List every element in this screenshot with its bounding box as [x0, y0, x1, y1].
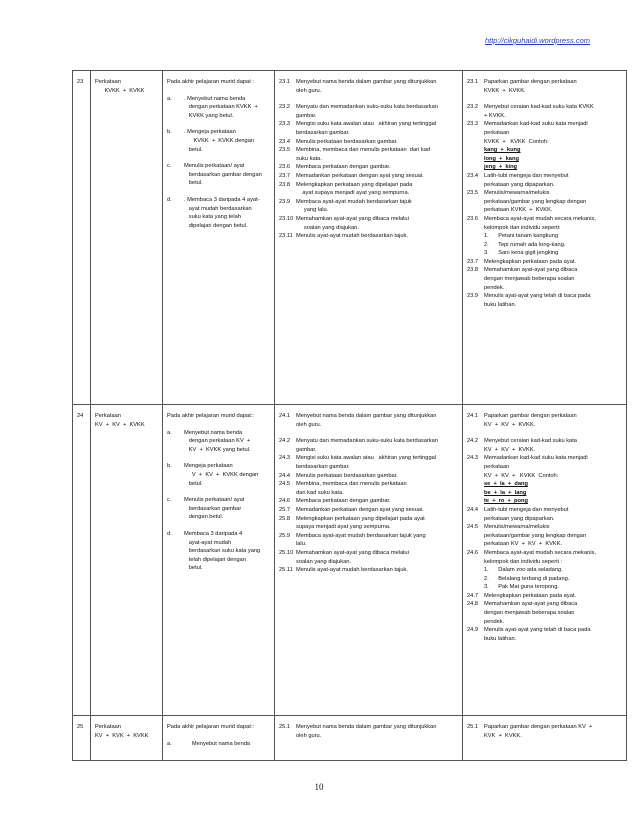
- objectives-intro: Pada akhir pelajaran murid dapat::: [167, 724, 254, 730]
- table-row: [73, 716, 627, 761]
- objective-item-number: d.: [167, 196, 172, 203]
- spacer: [167, 573, 270, 581]
- objective-item: [167, 496, 270, 522]
- standard-item-number: 23.1: [279, 79, 291, 85]
- objective-item: [167, 530, 270, 573]
- spacer: [167, 454, 270, 462]
- standard-item: [279, 172, 458, 181]
- standard-item-number: 25.10: [279, 549, 294, 556]
- lesson-topic-text: Perkataan KV + KV + KVKK: [95, 413, 145, 428]
- learning-standards-cell: [275, 71, 463, 405]
- objective-item-text: Menyebut nama benda: [184, 740, 251, 747]
- activity-item-number: 24.2: [467, 438, 479, 445]
- activity-item-text: Menulis ayat-ayat yang telah di baca pada buku latihan.: [484, 627, 591, 642]
- standard-item-number: 24.1: [279, 413, 291, 419]
- spacer: [167, 421, 270, 429]
- syllabus-table: [72, 70, 627, 761]
- activity-item-text: Membaca ayat-ayat mudah secara mekanis, kelompok dan individu seperti :: [484, 549, 596, 565]
- objective-item-number: c.: [167, 497, 172, 504]
- blog-url[interactable]: http://cikguhaidi.wordpress.com: [484, 36, 590, 45]
- spacer: [167, 154, 270, 162]
- activity-item: [467, 215, 622, 232]
- standard-item-text: Menulis perkataan berdasarkan gambar.: [296, 472, 398, 479]
- standard-item: [279, 138, 458, 147]
- activity-item-text: Memadankan kad-kad suku kata menjadi perkataan KV + KV + KVKK Contoh:: [484, 455, 588, 479]
- activity-item-text: Paparkan gambar dengan perkataan KV + KV + KVKK.: [484, 413, 577, 428]
- activity-item-number: [467, 489, 484, 498]
- standard-item-number: 24.6: [279, 498, 291, 505]
- activity-item: [467, 454, 622, 480]
- activity-item: [467, 146, 622, 155]
- spacer: [279, 95, 458, 103]
- activity-item-text: 1. Dalam zoo ada seladang.: [484, 567, 563, 574]
- objective-item-number: a.: [167, 740, 172, 747]
- objective-item-number: a.: [167, 95, 172, 102]
- activity-item-text: Melengkapkan perkataan pada ayat.: [484, 258, 577, 265]
- objective-item: [167, 162, 270, 188]
- activity-item-text: Menyebut ceraian kad-kad suku kata KV + KV + KVKK.: [484, 438, 577, 453]
- activity-item-text: jeng + king: [484, 164, 518, 171]
- objective-item: [167, 196, 270, 230]
- activity-item-text: se + la + dang: [484, 481, 528, 488]
- activity-item-number: 23.8: [467, 267, 479, 274]
- lesson-topic: [91, 71, 163, 405]
- standard-item-text: Membina, membaca dan menulis perkataan dari kad suku kata.: [296, 147, 431, 162]
- standard-item: [279, 566, 458, 575]
- activity-item: [467, 549, 622, 566]
- activity-item: [467, 172, 622, 189]
- spacer: [167, 732, 270, 740]
- standard-item-number: 25.11: [279, 567, 293, 574]
- lesson-topic: [91, 405, 163, 716]
- activity-item: [467, 600, 622, 626]
- activity-item: [467, 506, 622, 523]
- spacer: [467, 95, 622, 103]
- standard-item-text: Memadankan perkataan dengan ayat yang sesuai.: [296, 506, 424, 513]
- standard-item: [279, 515, 458, 532]
- activity-item-text: Menyebut ceraian kad-kad suku kata KVKK + KVKK.: [484, 104, 594, 119]
- standard-item-text: Mengisi suku kata awalan atau akhiran yang tertinggal berdasarkan gambar.: [296, 121, 437, 136]
- standard-item-text: Menyebut nama benda dalam gambar yang ditunjukkan oleh guru.: [296, 724, 437, 739]
- activity-item-number: 24.8: [467, 601, 479, 608]
- lesson-topic-text: Perkataan KVKK + KVKK: [95, 79, 145, 94]
- activity-item-number: 24.7: [467, 592, 479, 599]
- activity-item: [467, 241, 622, 250]
- lesson-number: 25: [73, 716, 91, 761]
- objective-item: [167, 429, 270, 455]
- standard-item: [279, 549, 458, 566]
- lesson-number: 24: [73, 405, 91, 716]
- standard-item: [279, 480, 458, 497]
- activity-item-text: Membaca ayat-ayat mudah secara mekanis, kelompok dan individu seperti:: [484, 215, 596, 231]
- activity-item: [467, 723, 622, 740]
- standard-item-number: 25.8: [279, 515, 291, 522]
- activity-item-number: 23.3: [467, 121, 479, 128]
- standard-item-number: 23.3: [279, 121, 291, 128]
- objective-item-text: Menulis perkataan/ ayat berdasarkan gambar dengan betul.: [184, 497, 245, 521]
- standard-item-number: 23.8: [279, 181, 291, 188]
- activity-item-text: Memadankan kad-kad suku kata menjadi perkataan KVKK + KVKK Contoh:: [484, 121, 588, 145]
- standard-item: [279, 163, 458, 172]
- standard-item-number: 23.4: [279, 138, 291, 145]
- spacer: [167, 230, 270, 238]
- objective-item-number: b.: [167, 463, 172, 470]
- activity-item-text: Menulis/mewarna/melukis perkataan/gambar yang lengkap dengan perkataan KV + KV + KVKK.: [484, 524, 587, 548]
- standard-item: [279, 472, 458, 481]
- objective-item-text: Mengeja perkataan V + KV + KVKK dengan betul.: [184, 463, 259, 487]
- activity-item: [467, 566, 622, 575]
- activity-item-text: Memahamkan ayat-ayat yang dibaca dengan menjawab beberapa soalan pendek.: [484, 601, 578, 625]
- activity-item: [467, 266, 622, 292]
- activity-item-number: [467, 575, 484, 584]
- standard-item-text: Melengkapkan perkataan yang dipelajari pada ayat supaya menjadi ayat yang sempurna.: [296, 515, 425, 531]
- standard-item-number: 24.4: [279, 472, 291, 479]
- activity-item-text: long + kang: [484, 155, 519, 162]
- standard-item-number: 24.5: [279, 481, 291, 488]
- objectives-cell: [163, 71, 275, 405]
- activity-item: [467, 412, 622, 429]
- activity-item: [467, 575, 622, 584]
- activity-item-text: 1. Petani tanam kangkung: [484, 233, 558, 240]
- activity-item-text: Latih-tubi mengeja dan menyebut perkataan yang dipaparkan.: [484, 172, 569, 188]
- activity-item: [467, 232, 622, 241]
- activities-cell: [463, 405, 627, 716]
- activity-item: [467, 592, 622, 601]
- table-row: [73, 405, 627, 716]
- activity-item: [467, 497, 622, 506]
- learning-standards-cell: [275, 405, 463, 716]
- objective-item-number: b.: [167, 129, 172, 136]
- standard-item: [279, 437, 458, 454]
- activity-item-number: 23.9: [467, 293, 479, 300]
- standard-item-text: Membina, membaca dan menulis perkataan dari kad suku kata.: [296, 481, 407, 496]
- standard-item: [279, 120, 458, 137]
- objective-item-text: Membaca 3 daripada 4 ayat-ayat mudah berdasarkan suku kata yang telah dipelajari dengan betul.: [184, 530, 261, 572]
- spacer: [279, 429, 458, 437]
- lesson-topic: [91, 716, 163, 761]
- activity-item-number: [467, 566, 484, 575]
- objective-item: [167, 95, 270, 121]
- standard-item-number: 25.9: [279, 532, 291, 539]
- standard-item-text: Memahamkan ayat-ayat yang dibaca melalui soalan yang diajukan.: [296, 549, 409, 565]
- standard-item-text: Membaca ayat-ayat mudah berdasarkan tajuk yang lalu.: [296, 532, 426, 548]
- activities-cell: [463, 716, 627, 761]
- activity-item: [467, 258, 622, 267]
- standard-item-text: Menyatu dan memadankan suku-suku kata berdasarkan gambar.: [296, 104, 438, 119]
- activity-item-number: [467, 232, 484, 241]
- activity-item-text: 3. Pak Mat guna teropong.: [484, 584, 559, 591]
- activity-item-number: 24.1: [467, 413, 479, 419]
- standard-item-number: 25.7: [279, 506, 291, 513]
- standard-item-text: Melengkapkan perkataan yang dipelajari pada ayat supaya menjadi ayat yang sempurna.: [296, 181, 413, 197]
- standard-item-text: Mengisi suku kata awalan atau akhiran yang tertinggal berdasarkan gambar.: [296, 455, 437, 470]
- standard-item-number: 24.3: [279, 455, 291, 462]
- standard-item: [279, 146, 458, 163]
- activity-item-number: 23.4: [467, 172, 479, 179]
- objectives-cell: [163, 716, 275, 761]
- objective-item-text: . Mengeja perkataan KVKK + KVKK dengan betul.: [184, 129, 255, 153]
- standard-item-number: 23.11: [279, 233, 293, 240]
- standard-item-number: 23.5: [279, 147, 291, 154]
- objective-item-text: Menyebut nama benda dengan perkataan KV + KV + KVKK yang betul.: [184, 429, 251, 453]
- activity-item: [467, 583, 622, 592]
- activity-item-number: 24.9: [467, 627, 479, 634]
- objective-item-number: d.: [167, 530, 172, 537]
- activity-item-number: 23.2: [467, 104, 479, 111]
- standard-item-number: 24.2: [279, 438, 291, 445]
- standard-item: [279, 412, 458, 429]
- standard-item-text: Menulis ayat-ayat mudah berdasarkan tajuk.: [296, 233, 408, 240]
- objective-item-text: Menulis perkataan/ ayat berdasarkan gambar dengan betul.: [184, 163, 262, 187]
- activity-item-text: Menulis ayat-ayat yang telah di baca pada buku latihan.: [484, 293, 591, 308]
- activity-item-text: be + la + lang: [484, 489, 527, 496]
- standard-item-text: Memadankan perkataan dengan ayat yang sesuai.: [296, 172, 424, 179]
- activity-item-number: 25.1: [467, 724, 479, 730]
- standard-item-text: Menyebut nama benda dalam gambar yang ditunjukkan oleh guru.: [296, 79, 437, 94]
- objective-item: [167, 128, 270, 154]
- activity-item-number: [467, 155, 484, 164]
- activity-item-text: 3. Sani kena gigit jengking: [484, 250, 559, 257]
- activity-item-number: 24.4: [467, 506, 479, 513]
- activity-item-number: 23.6: [467, 215, 479, 222]
- standard-item: [279, 198, 458, 215]
- activity-item-number: [467, 480, 484, 489]
- activity-item-text: 2. Tepi rumah ada long-kang.: [484, 241, 566, 248]
- activity-item-number: [467, 146, 484, 155]
- activity-item-text: Paparkan gambar dengan perkataan KVKK + KVKK.: [484, 79, 577, 94]
- activity-item-text: Paparkan gambar dengan perkataan KV + KVK + KVKK.: [484, 724, 593, 739]
- activity-item-number: [467, 583, 484, 592]
- activity-item-text: kang + kung: [484, 147, 521, 154]
- lesson-topic-text: Perkataan KV + KVK + KVKK: [95, 724, 149, 739]
- objective-item-number: a.: [167, 429, 172, 436]
- standard-item-text: Membaca ayat-ayat mudah berdasarkan tajuk yang lalu.: [296, 198, 412, 214]
- objectives-cell: [163, 405, 275, 716]
- objective-item-number: c.: [167, 163, 172, 170]
- standard-item-number: 23.2: [279, 104, 291, 111]
- standard-item-text: Membaca perkataan dengan gambar.: [296, 498, 391, 505]
- standard-item: [279, 497, 458, 506]
- page-number: 10: [314, 782, 324, 792]
- objectives-intro: Pada akhir pelajaran murid dapat::: [167, 413, 254, 419]
- standard-item: [279, 454, 458, 471]
- activity-item-number: [467, 241, 484, 250]
- activity-item: [467, 103, 622, 120]
- spacer: [167, 748, 270, 756]
- standard-item: [279, 232, 458, 241]
- spacer: [167, 488, 270, 496]
- activity-item-number: 23.7: [467, 258, 479, 265]
- activity-item-number: 24.5: [467, 524, 479, 531]
- activity-item-text: te + ro + pong: [484, 498, 528, 505]
- activity-item: [467, 292, 622, 309]
- standard-item: [279, 103, 458, 120]
- objective-item-text: . Membaca 3 daripada 4 ayat- ayat mudah berdasarkan suku kata yang telah dipelajari dengan betul.: [184, 196, 260, 229]
- activity-item: [467, 437, 622, 454]
- activity-item-number: 24.6: [467, 549, 479, 556]
- learning-standards-cell: [275, 716, 463, 761]
- activity-item: [467, 489, 622, 498]
- spacer: [167, 188, 270, 196]
- standard-item-text: Menyatu dan memadankan suku-suku kata berdasarkan gambar.: [296, 438, 438, 453]
- activity-item: [467, 189, 622, 215]
- activity-item-number: 23.1: [467, 79, 479, 85]
- spacer: [167, 87, 270, 95]
- standard-item-text: Memahamkan ayat-ayat yang dibaca melalui soalan yang diajukan.: [296, 215, 409, 231]
- lesson-number: 23: [73, 71, 91, 405]
- standard-item: [279, 78, 458, 95]
- standard-item-text: Menulis perkataan berdasarkan gambar.: [296, 138, 398, 145]
- activity-item-text: Melengkapkan perkataan pada ayat.: [484, 592, 577, 599]
- activity-item-text: Menulis/mewarna/melukis perkataan/gambar yang lengkap dengan perkataan KVKK + KVKK.: [484, 190, 587, 214]
- standard-item: [279, 181, 458, 198]
- standard-item-number: 23.10: [279, 215, 294, 222]
- activities-cell: [463, 71, 627, 405]
- activity-item-number: [467, 497, 484, 506]
- activity-item-number: 24.3: [467, 455, 479, 462]
- activity-item-number: [467, 249, 484, 258]
- activity-item: [467, 480, 622, 489]
- activity-item: [467, 78, 622, 95]
- activity-item: [467, 163, 622, 172]
- standard-item-text: Menulis ayat-ayat mudah berdasarkan tajuk.: [296, 567, 408, 574]
- standard-item-number: 25.1: [279, 724, 291, 730]
- table-row: [73, 71, 627, 405]
- spacer: [167, 120, 270, 128]
- standard-item-text: Menyebut nama benda dalam gambar yang ditunjukkan oleh guru.: [296, 413, 437, 428]
- activity-item-text: Memahamkan ayat-ayat yang dibaca dengan menjawab beberapa soalan pendek.: [484, 267, 578, 291]
- spacer: [467, 429, 622, 437]
- standard-item-number: 23.6: [279, 164, 291, 171]
- activity-item-number: 23.5: [467, 190, 479, 197]
- activity-item: [467, 523, 622, 549]
- activity-item: [467, 626, 622, 643]
- standard-item-text: Membaca perkataan dengan gambar.: [296, 164, 391, 171]
- activity-item-text: 2. Belalang terbang di padang.: [484, 575, 570, 582]
- activity-item: [467, 120, 622, 146]
- standard-item: [279, 532, 458, 549]
- activity-item: [467, 155, 622, 164]
- standard-item-number: 23.7: [279, 172, 291, 179]
- activity-item-number: [467, 163, 484, 172]
- objectives-intro: Pada akhir pelajaran murid dapat :: [167, 79, 254, 85]
- standard-item: [279, 215, 458, 232]
- activity-item-text: Latih-tubi mengeja dan menyebut perkataan yang dipaparkan.: [484, 506, 569, 522]
- standard-item-number: 23.9: [279, 198, 291, 205]
- spacer: [167, 522, 270, 530]
- standard-item: [279, 506, 458, 515]
- objective-item: [167, 740, 270, 749]
- standard-item: [279, 723, 458, 740]
- objective-item-text: . Menyebut nama benda dengan perkataan KVKK + KVKK yang betul.: [184, 95, 258, 119]
- activity-item: [467, 249, 622, 258]
- objective-item: [167, 462, 270, 488]
